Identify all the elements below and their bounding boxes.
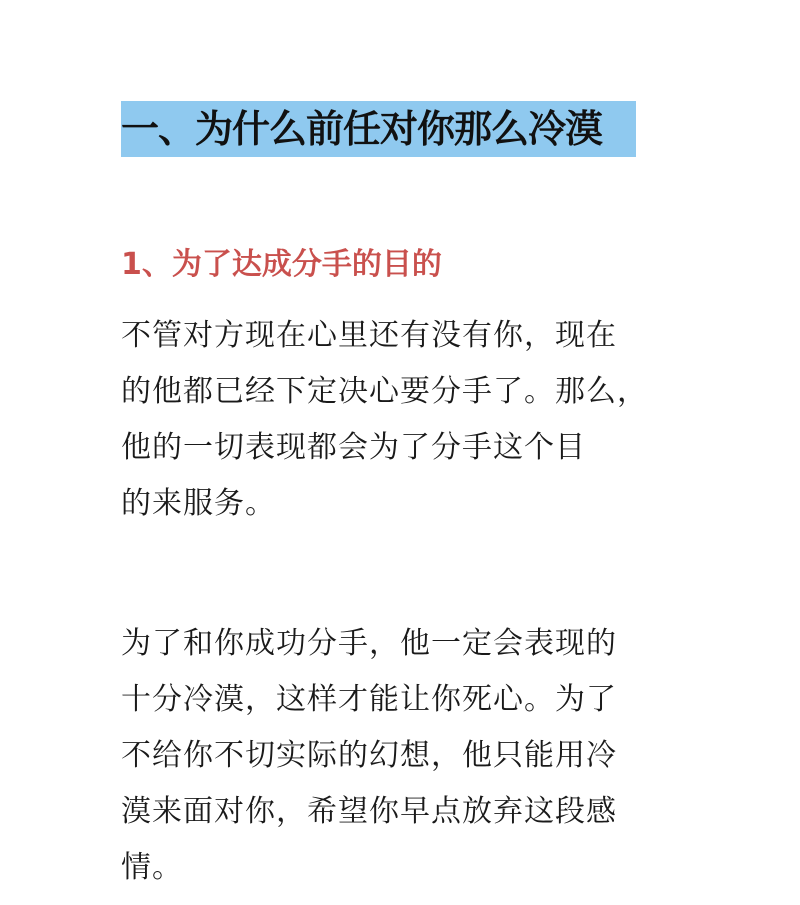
paragraph-line: 的来服务。 <box>121 486 276 521</box>
paragraph <box>121 308 721 532</box>
paragraph <box>121 616 721 896</box>
paragraph-line: 不管对方现在心里还有没有你，现在 <box>121 318 617 353</box>
paragraph-line: 他的一切表现都会为了分手这个目 <box>121 430 586 465</box>
paragraph-line: 漠来面对你，希望你早点放弃这段感 <box>121 794 617 829</box>
paragraph-line: 情。 <box>121 850 183 885</box>
paragraph-line: 为了和你成功分手，他一定会表现的 <box>121 626 617 661</box>
sub-heading: 1、为了达成分手的目的 <box>121 247 442 282</box>
paragraph-line: 不给你不切实际的幻想，他只能用冷 <box>121 738 617 773</box>
paragraph-line: 十分冷漠，这样才能让你死心。为了 <box>121 682 617 717</box>
section-heading: 一、为什么前任对你那么冷漠 <box>121 101 636 157</box>
paragraph-line: 的他都已经下定决心要分手了。那么， <box>121 374 648 409</box>
